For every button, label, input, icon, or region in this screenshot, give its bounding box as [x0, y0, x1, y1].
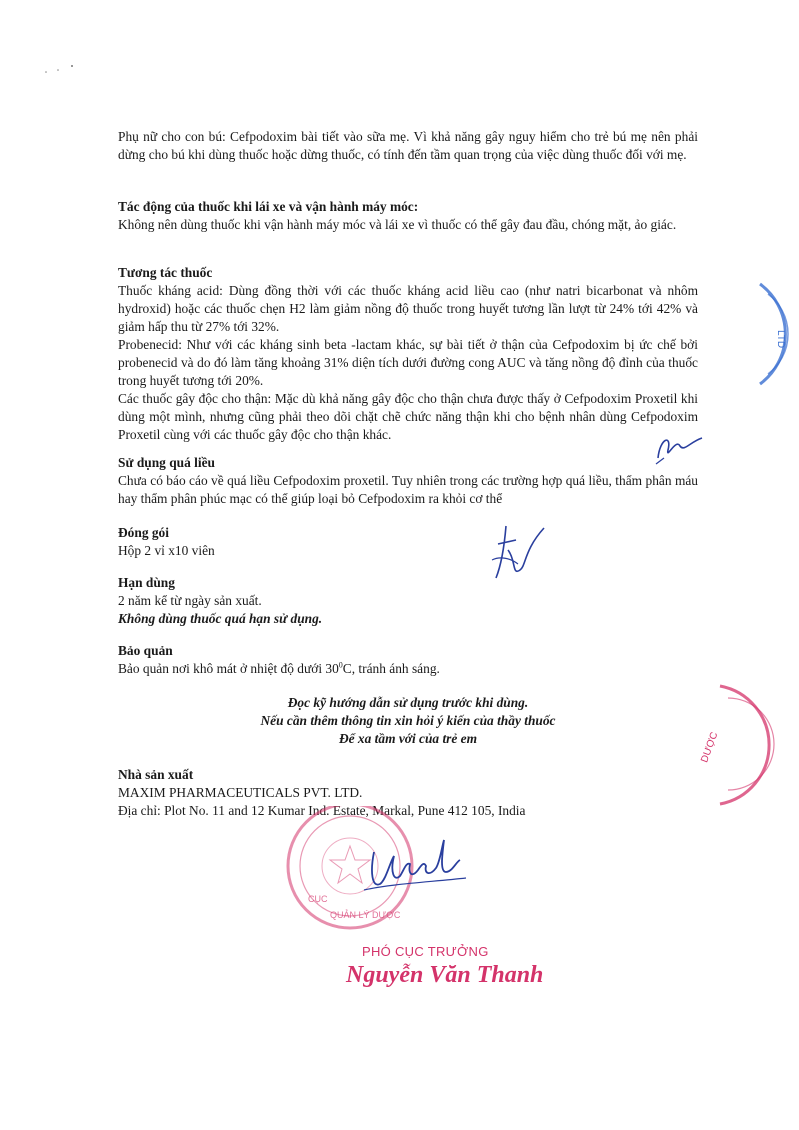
- notice-read-instructions: Đọc kỹ hướng dẫn sử dụng trước khi dùng.: [287, 695, 529, 710]
- manufacturer-address: Địa chỉ: Plot No. 11 and 12 Kumar Ind. Estate, Markal, Pune 412 105, India: [118, 803, 526, 818]
- storage-heading: Bảo quản: [118, 643, 173, 658]
- storage-text: [118, 660, 698, 678]
- expiry-text: 2 năm kể từ ngày sản xuất.: [118, 593, 262, 608]
- stamp-red-right-lettering: DƯỢC: [699, 730, 721, 765]
- expiry-warning: Không dùng thuốc quá hạn sử dụng.: [118, 611, 323, 626]
- overdose-heading: Sử dụng quá liều: [118, 455, 215, 470]
- interactions-heading: Tương tác thuốc: [118, 265, 213, 280]
- packaging-heading: Đóng gói: [118, 525, 169, 540]
- company-stamp-blue: [740, 280, 799, 390]
- initial-mark-1: [650, 428, 710, 468]
- storage-section: [118, 642, 698, 678]
- packaging-section: [118, 524, 698, 560]
- signatory-title: PHÓ CỤC TRƯỞNG: [362, 944, 489, 959]
- interactions-section: [118, 264, 698, 444]
- stamp-red-lettering-quan-ly: QUẢN LÝ DƯỢC: [330, 910, 401, 920]
- driving-section: [118, 198, 698, 234]
- director-signature: [360, 832, 470, 902]
- manufacturer-heading: Nhà sản xuất: [118, 767, 194, 782]
- ministry-stamp-red-right: [680, 680, 799, 810]
- notice-keep-from-children: Để xa tầm với của trẻ em: [338, 731, 478, 746]
- interactions-nephrotoxic-text: Các thuốc gây độc cho thận: Mặc dù khả năng gây độc cho thận chưa được thấy ở Cefpodoxim Proxetil khi dùng một mình, nhưng cũng phải theo dõi chặt chẽ chức năng thận khi cho bệnh nhân dùng Cefpodoxim Proxetil cùng với các thuốc gây độc cho thận khác.: [118, 391, 698, 442]
- storage-degree-sup: 0: [338, 660, 343, 670]
- stamp-blue-lettering: LTD: [775, 330, 786, 349]
- storage-text-before: Bảo quản nơi khô mát ở nhiệt độ dưới 30: [118, 661, 339, 676]
- initial-mark-2: [486, 520, 556, 590]
- driving-heading: Tác động của thuốc khi lái xe và vận hành máy móc:: [118, 199, 419, 214]
- driving-text: Không nên dùng thuốc khi vận hành máy móc và lái xe vì thuốc có thể gây đau đầu, chóng mặt, ảo giác.: [118, 217, 677, 232]
- expiry-heading: Hạn dùng: [118, 575, 175, 590]
- interactions-antacid-text: Thuốc kháng acid: Dùng đồng thời với các thuốc kháng acid liều cao (như natri bicarbonat và nhôm hydroxid) hoặc các thuốc chẹn H2 làm giảm nồng độ thuốc trong huyết tương lần lượt từ 24% tới 42% và giảm hấp thu từ 27% tới 32%.: [118, 283, 698, 334]
- interactions-probenecid-text: Probenecid: Như với các kháng sinh beta -lactam khác, sự bài tiết ở thận của Cefpodoxim bị ức chế bởi probenecid và do đó làm tăng khoảng 31% diện tích dưới đường cong AUC và tăng nồng độ đỉnh của thuốc trong huyết tương tới 20%.: [118, 337, 698, 388]
- expiry-section: [118, 574, 698, 628]
- scan-speck-mark: [40, 60, 90, 80]
- signatory-name: Nguyễn Văn Thanh: [346, 962, 544, 988]
- packaging-text: Hộp 2 vỉ x10 viên: [118, 543, 215, 558]
- manufacturer-name: MAXIM PHARMACEUTICALS PVT. LTD.: [118, 785, 363, 800]
- breastfeeding-section: [118, 128, 698, 164]
- notice-ask-doctor: Nếu cần thêm thông tin xin hỏi ý kiến của thầy thuốc: [260, 713, 556, 728]
- notices-block: [118, 694, 698, 748]
- overdose-text: Chưa có báo cáo về quá liều Cefpodoxim proxetil. Tuy nhiên trong các trường hợp quá liều, thẩm phân máu hay thẩm phân phúc mạc có thể giúp loại bỏ Cefpodoxim ra khỏi cơ thể: [118, 473, 698, 506]
- stamp-red-lettering-cuc: CỤC: [308, 894, 328, 904]
- overdose-section: [118, 454, 698, 508]
- storage-text-after: C, tránh ánh sáng.: [342, 661, 440, 676]
- breastfeeding-text: Phụ nữ cho con bú: Cefpodoxim bài tiết vào sữa mẹ. Vì khả năng gây nguy hiểm cho trẻ bú mẹ nên phải dừng cho bú khi dùng thuốc hoặc dừng thuốc, có tính đến tầm quan trọng của việc dùng thuốc đối với mẹ.: [118, 129, 698, 162]
